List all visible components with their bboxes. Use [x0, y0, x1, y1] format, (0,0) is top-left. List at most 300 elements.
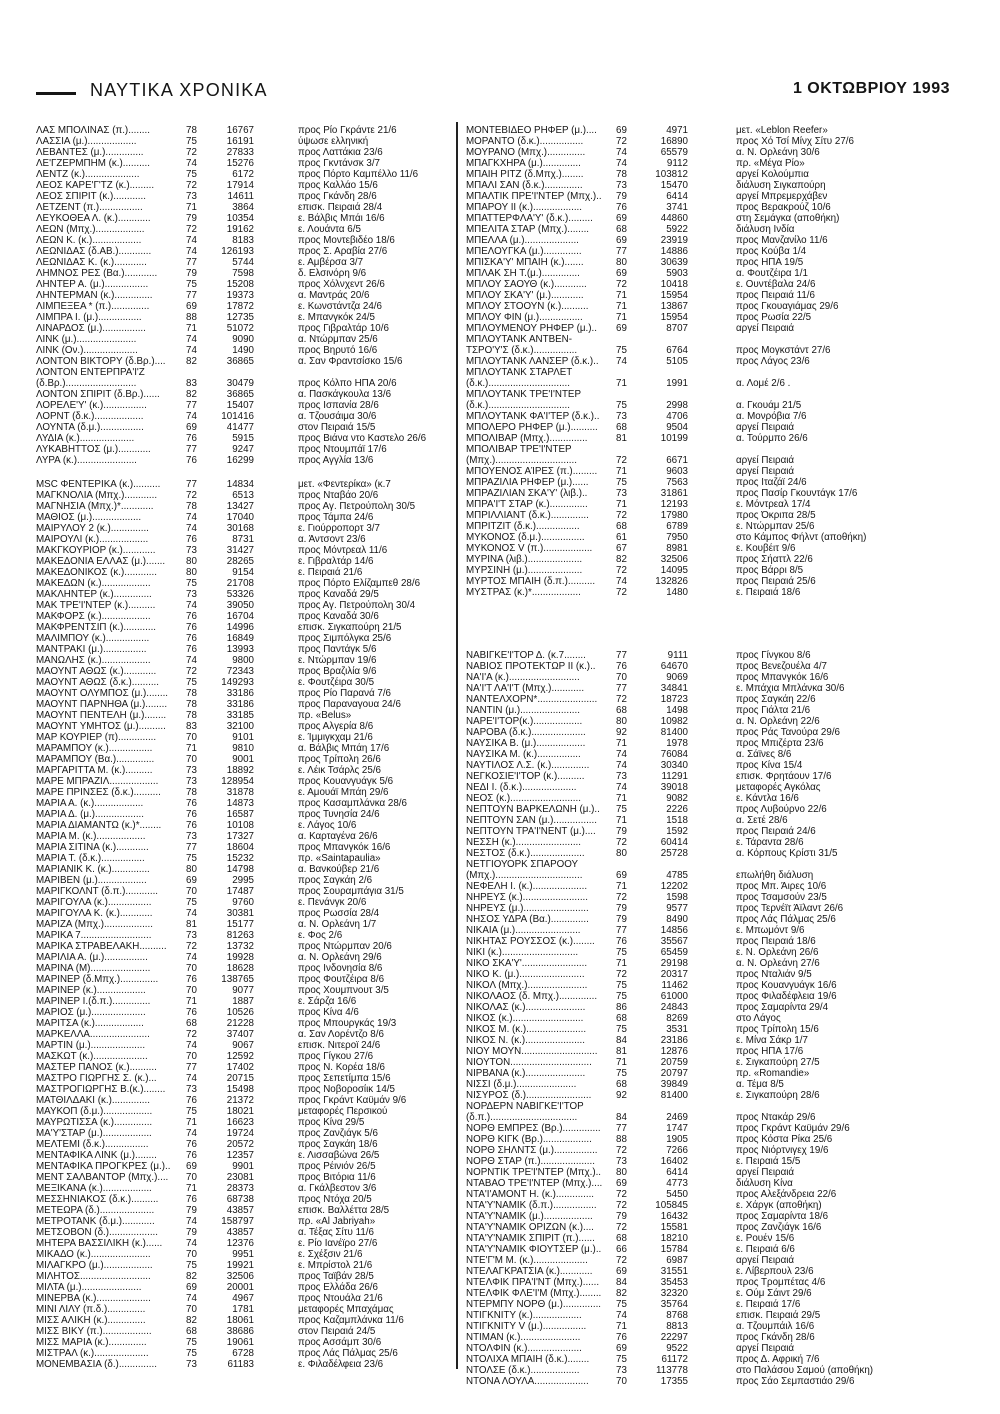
ship-row	[466, 683, 966, 694]
build-year: 80	[616, 1167, 627, 1178]
ship-name: ΜΑΡΙΑΝΙΚ Κ. (κ.)..............	[36, 864, 150, 875]
ship-row	[36, 831, 448, 842]
ship-row	[466, 367, 966, 378]
ship-row	[36, 875, 448, 886]
ship-row	[36, 886, 448, 897]
build-year: 77	[186, 479, 197, 490]
ship-name: ΝΤΑ'Υ'ΝΑΜΙΚ ΣΠΙΡΙΤ (π.)......	[466, 1233, 595, 1244]
build-year: 73	[616, 411, 627, 422]
build-year: 69	[186, 1161, 197, 1172]
ship-status: προς Αγ. Πετρούπολη 30/5	[298, 501, 416, 512]
ship-row	[36, 378, 448, 389]
ship-name: ΝΤΟΛΙΧΑ ΜΠΑΙΗ (δ.κ.)........	[466, 1354, 590, 1365]
ship-status: μεταφορές Περσικού	[298, 1106, 388, 1117]
build-year: 80	[186, 567, 197, 578]
ship-row	[466, 1244, 966, 1255]
ship-status: προς Ρίο Παρανά 7/6	[298, 688, 391, 699]
tonnage: 6987	[666, 1255, 688, 1266]
build-year: 76	[186, 798, 197, 809]
tonnage: 8731	[232, 534, 254, 545]
ship-row	[36, 919, 448, 930]
ship-name: ΛΟΝΤΟΝ ΣΠΙΡΙΤ (δ.Βρ.)......	[36, 389, 160, 400]
ship-name: ΜΑΤΘΙΛΔΑΚΙ (κ.)..............	[36, 1095, 150, 1106]
build-year: 71	[616, 793, 627, 804]
ship-status: προς Όκριπα 28/5	[736, 510, 816, 521]
ship-status: προς Ταϊβάν 28/5	[298, 1271, 374, 1282]
build-year: 74	[186, 1293, 197, 1304]
ship-row	[36, 125, 448, 136]
ship-status: πρ. «Μέγα Ρίο»	[736, 158, 805, 169]
ship-status: α. Γκάλβεστον 3/6	[298, 1183, 377, 1194]
ship-row	[36, 1062, 448, 1073]
tonnage: 9901	[232, 1161, 254, 1172]
ship-row	[36, 301, 448, 312]
ship-status: ε. Πειραιά 18/6	[736, 587, 801, 598]
ship-name: ΜΑΥΚΟΠ (δ.μ.)..................	[36, 1106, 153, 1117]
ship-status: α. Ν. Ορλεάνη 27/6	[736, 958, 820, 969]
ship-status: ε. Πειραιά 15/5	[736, 1156, 801, 1167]
ship-row	[36, 1183, 448, 1194]
ship-name: ΝΕΠΤΟΥΝ ΒΑΡΚΕΛΩΝΗ (μ.)..	[466, 804, 600, 815]
build-year: 75	[616, 991, 627, 1002]
tonnage: 64670	[660, 661, 688, 672]
ship-row	[36, 169, 448, 180]
tonnage: 36865	[226, 356, 254, 367]
ship-status: προς Μόντρεαλ 11/6	[298, 545, 388, 556]
tonnage: 68738	[226, 1194, 254, 1205]
build-year: 73	[616, 488, 627, 499]
build-year: 84	[616, 1277, 627, 1288]
ship-row	[466, 837, 966, 848]
ship-name: ΝΗΣΟΣ ΥΔΡΑ (Βα.)..............	[466, 914, 589, 925]
ship-name: ΜΠΡΑ'Ι'Τ ΣΤΑΡ (κ.)..............	[466, 499, 588, 510]
ship-status: ε. Σιγκαπούρη 28/6	[736, 1090, 820, 1101]
tonnage: 51072	[226, 323, 254, 334]
build-year: 74	[186, 334, 197, 345]
tonnage: 36865	[226, 389, 254, 400]
build-year: 82	[616, 1288, 627, 1299]
ship-row	[466, 782, 966, 793]
ship-status: προς Μπ. Άιρες 10/6	[736, 881, 827, 892]
tonnage: 43857	[226, 1227, 254, 1238]
build-year: 74	[186, 1040, 197, 1051]
ship-status: προς Τυνησία 24/6	[298, 809, 380, 820]
ship-row	[466, 433, 966, 444]
ship-name: ΜΟΥΡΑΝΟ (Μπχ.)..............	[466, 147, 586, 158]
ship-status: προς Σεπετίμπα 15/6	[298, 1073, 391, 1084]
ship-row	[466, 1068, 966, 1079]
tonnage: 6764	[666, 345, 688, 356]
build-year: 75	[616, 477, 627, 488]
ship-status: αργεί Πειραιά	[736, 422, 795, 433]
ship-status: προς Κόλπο ΗΠΑ 20/6	[298, 378, 397, 389]
tonnage: 11462	[661, 980, 688, 991]
ship-name: ΜΥΚΟΝΟΣ (δ.μ.)................	[466, 532, 585, 543]
ship-name: ΤΣΡΟ'Υ'Σ (δ.κ.)................	[466, 345, 578, 356]
tonnage: 10982	[660, 716, 688, 727]
ship-status: ε. Μπρίστολ 21/6	[298, 1260, 373, 1271]
ship-status: ε. Βάλβις Μπάι 16/6	[298, 213, 385, 224]
ship-status: προς Ρωσία 22/5	[736, 312, 812, 323]
build-year: 78	[186, 710, 197, 721]
ship-row	[36, 1084, 448, 1095]
tonnage: 1887	[232, 996, 254, 1007]
ship-status: αργεί Πειραιά	[736, 1343, 795, 1354]
build-year: 71	[186, 202, 197, 213]
ship-row	[36, 798, 448, 809]
tonnage: 15954	[660, 290, 688, 301]
ship-row	[466, 672, 966, 683]
ship-name: (δ.Βρ.)..........................	[36, 378, 137, 389]
ship-name: ΜΠΕΛΙΤΑ ΣΤΑΡ (Μπχ.)........	[466, 224, 590, 235]
ship-row	[36, 611, 448, 622]
ship-status: προς Δ. Αφρική 7/6	[736, 1354, 820, 1365]
ship-name: ΛΟΝΤΟΝ ΕΝΤΕΡΠΡΑ'Ι'Ζ	[36, 367, 145, 378]
ship-row	[466, 510, 966, 521]
build-year: 71	[616, 466, 627, 477]
ship-name: ΜΑΡΙΝΕΡ (δ.Μπχ.)..............	[36, 974, 159, 985]
ship-status: προς Σαμαρίντα 18/6	[736, 1211, 829, 1222]
ship-name: ΜΑΟΥΝΤ ΥΜΗΤΟΣ (μ.)..........	[36, 721, 166, 732]
ship-status: προς Κουανγυάγκ 5/6	[298, 776, 394, 787]
ship-status: προς Παντάγκ 5/6	[298, 644, 377, 655]
build-year: 72	[616, 587, 627, 598]
ship-status: προς Σήαττλ 22/6	[736, 554, 813, 565]
build-year: 79	[186, 213, 197, 224]
ship-status: προς Αγγλία 13/6	[298, 455, 374, 466]
tonnage: 1781	[232, 1304, 254, 1315]
ship-status: ε. Μπωμόντ 9/6	[736, 925, 805, 936]
build-year: 68	[616, 705, 627, 716]
ship-row	[466, 334, 966, 345]
ship-status: ε. Ρίο Ιανέϊρο 27/6	[298, 1238, 378, 1249]
ship-row	[36, 754, 448, 765]
ship-row	[36, 422, 448, 433]
ship-row	[466, 1277, 966, 1288]
ship-row	[36, 1205, 448, 1216]
build-year: 75	[186, 279, 197, 290]
tonnage: 5744	[232, 257, 254, 268]
ship-row	[466, 804, 966, 815]
build-year: 72	[616, 1145, 627, 1156]
ship-name: ΝΙΚΟ ΣΚΑ'Υ'........................	[466, 958, 588, 969]
tonnage: 30479	[226, 378, 254, 389]
ship-name: (Μπχ.)..............................	[466, 455, 577, 466]
ship-name: ΜΑΣΤΡΟΓΙΩΡΓΗΣ Β.(κ.)........	[36, 1084, 166, 1095]
ship-name: ΛΥΔΙΑ (κ.)....................	[36, 433, 135, 444]
ship-row	[466, 771, 966, 782]
ship-row	[36, 567, 448, 578]
tonnage: 14798	[226, 864, 254, 875]
ship-name: ΜΑΓΚΝΟΛΙΑ (Μπχ.)............	[36, 490, 158, 501]
ship-status: προς Καναδά 29/5	[298, 589, 379, 600]
tonnage: 41477	[226, 422, 254, 433]
ship-row	[466, 749, 966, 760]
ship-name: ΜΟΝΤΕΒΙΔΕΟ ΡΗΦΕΡ (μ.)....	[466, 125, 597, 136]
build-year: 69	[616, 323, 627, 334]
ship-name: ΝΑΥΣΙΚΑ Β. (μ.)..................	[466, 738, 586, 749]
ship-status: προς Πειραιά 11/6	[736, 290, 815, 301]
ship-name: ΝΤΟΛΦΙΝ (κ.)....................	[466, 1343, 582, 1354]
ship-row	[466, 1090, 966, 1101]
build-year: 70	[186, 732, 197, 743]
ship-name: ΜΑΡΙΑ Δ. (μ.)..................	[36, 809, 144, 820]
ship-name: ΜΕΞΙΚΑΝΑ (κ.)..................	[36, 1183, 152, 1194]
ship-row	[36, 257, 448, 268]
ship-row	[36, 589, 448, 600]
tonnage: 31878	[226, 787, 254, 798]
build-year: 79	[186, 1205, 197, 1216]
tonnage: 1747	[666, 1123, 688, 1134]
ship-row	[466, 125, 966, 136]
ship-status: ε. Πειραιά 21/6	[298, 567, 363, 578]
ship-status: ε. Αμουάϊ Μπάη 29/6	[298, 787, 389, 798]
ship-row	[36, 545, 448, 556]
ship-status: ε. Ούμ Σάιντ 29/6	[736, 1288, 812, 1299]
ship-name: ΛΕΩΝΙΔΑΣ Κ. (κ.)............	[36, 257, 147, 268]
build-year: 76	[186, 622, 197, 633]
ship-name: ΜΙΚΑΔΟ (κ.)......................	[36, 1249, 151, 1260]
ship-name: ΜΠΛΟΥΤΑΝΚ ΛΑΝΣΕΡ (δ.κ.)..	[466, 356, 599, 367]
tonnage: 61183	[227, 1359, 254, 1370]
ship-row	[466, 147, 966, 158]
tonnage: 8183	[232, 235, 254, 246]
ship-row	[36, 444, 448, 455]
build-year: 75	[616, 1354, 627, 1365]
tonnage: 9090	[232, 334, 254, 345]
tonnage: 12735	[226, 312, 254, 323]
ship-row	[466, 1266, 966, 1277]
ship-name: ΛΕ'ΓΖΕΡΜΠΗΜ (κ.)..........	[36, 158, 150, 169]
build-year: 71	[186, 996, 197, 1007]
ship-status: προς Σαμαρίντα 29/4	[736, 1002, 829, 1013]
build-year: 75	[186, 1348, 197, 1359]
build-year: 68	[616, 422, 627, 433]
ship-name: ΜΠΛΟΥ ΣΑΟΥΘ (κ.)............	[466, 279, 587, 290]
ship-status: προς Ντουμπάϊ 17/6	[298, 444, 387, 455]
ship-row	[466, 1189, 966, 1200]
tonnage: 10526	[226, 1007, 254, 1018]
tonnage: 6172	[232, 169, 254, 180]
ship-row	[36, 853, 448, 864]
ship-name: ΜΙΝΕΡΒΑ (κ.)....................	[36, 1293, 151, 1304]
build-year: 75	[616, 804, 627, 815]
ship-row	[36, 677, 448, 688]
ship-row	[36, 1271, 448, 1282]
ship-status: ε. Κωνστάντζα 24/6	[298, 301, 382, 312]
ship-row	[466, 180, 966, 191]
tonnage: 23081	[226, 1172, 254, 1183]
ship-status: προς Πασίρ Γκουντάγκ 17/6	[736, 488, 858, 499]
ship-name: ΜΕΤΣΟΒΟΝ (δ.)..................	[36, 1227, 159, 1238]
ship-status: πρ. «Saintapaulia»	[298, 853, 381, 864]
ship-name: ΜΑΟΥΝΤ ΑΘΩΣ (δ.κ.)..........	[36, 677, 159, 688]
ship-name: ΛΕΟΣ ΣΠΙΡΙΤ (κ.)............	[36, 191, 146, 202]
tonnage: 23919	[660, 235, 688, 246]
build-year: 72	[616, 837, 627, 848]
tonnage: 19724	[226, 1128, 254, 1139]
tonnage: 16432	[660, 1211, 688, 1222]
ship-row	[36, 1007, 448, 1018]
ship-name: ΜΑΡΙΓΟΥΛΑ (κ.)................	[36, 897, 152, 908]
build-year: 74	[616, 576, 627, 587]
build-year: 74	[186, 600, 197, 611]
tonnage: 1518	[666, 815, 688, 826]
build-year: 78	[616, 169, 627, 180]
ship-status: προς Τσαμσούν 23/5	[736, 892, 827, 903]
ship-row	[466, 268, 966, 279]
ship-status: προς Αλγερία 8/6	[298, 721, 374, 732]
tonnage: 15784	[660, 1244, 688, 1255]
build-year: 71	[616, 301, 627, 312]
tonnage: 17914	[226, 180, 254, 191]
ship-status: ε. Φος 2/6	[298, 930, 343, 941]
build-year: 73	[616, 1156, 627, 1167]
build-year: 74	[186, 512, 197, 523]
ship-row	[36, 644, 448, 655]
tonnage: 30381	[226, 908, 254, 919]
ship-row	[466, 521, 966, 532]
tonnage: 24843	[660, 1002, 688, 1013]
build-year: 73	[186, 545, 197, 556]
tonnage: 138765	[221, 974, 254, 985]
ship-status: α. Σαν Λορέντζο 8/6	[298, 1029, 384, 1040]
ship-name: ΜΑΡΤΙΝ (μ.)....................	[36, 1040, 146, 1051]
build-year: 71	[616, 290, 627, 301]
tonnage: 12193	[660, 499, 688, 510]
ship-status: ε. Λισσαβώνα 26/5	[298, 1150, 380, 1161]
ship-name: ΜΠΛΟΥ ΣΚΑ'Υ' (μ.)............	[466, 290, 584, 301]
build-year: 73	[186, 930, 197, 941]
ship-name: ΜΕΣΣΗΝΙΑΚΟΣ (δ.κ.)..........	[36, 1194, 159, 1205]
tonnage: 11291	[661, 771, 688, 782]
ship-row	[466, 1211, 966, 1222]
ship-status: ε. Ίμμιγκχαμ 21/6	[298, 732, 373, 743]
ship-status: προς Σουραμπάγια 31/5	[298, 886, 404, 897]
build-year: 68	[616, 224, 627, 235]
ship-status: α. Πασκάγκουλα 13/6	[298, 389, 392, 400]
ship-status: μεταφορές Μπαχάμας	[298, 1304, 394, 1315]
ship-name: ΜΕΝΤΑΦΙΚΑ ΛΙΝΚ (μ.)........	[36, 1150, 157, 1161]
ship-row	[466, 661, 966, 672]
ship-status: πρ. «Belus»	[298, 710, 352, 721]
build-year: 72	[616, 565, 627, 576]
ship-name: ΛΟΝΤΟΝ ΒΙΚΤΟΡΥ (δ.Βρ.)....	[36, 356, 166, 367]
ship-status: α. Ντώρμπαν 25/6	[298, 334, 378, 345]
ship-status: αργεί Κολούμπια	[736, 169, 809, 180]
ship-name: ΜΙΣΣ ΜΑΡΙΑ (κ.)..............	[36, 1337, 147, 1348]
build-year: 77	[186, 842, 197, 853]
build-year: 73	[186, 589, 197, 600]
ship-status: προς Σιμπόλγκα 25/6	[298, 633, 392, 644]
build-year: 74	[186, 411, 197, 422]
tonnage: 8490	[666, 914, 688, 925]
tonnage: 16890	[660, 136, 688, 147]
ship-row	[36, 1172, 448, 1183]
build-year: 79	[616, 1211, 627, 1222]
build-year: 74	[616, 158, 627, 169]
build-year: 72	[616, 1189, 627, 1200]
build-year: 72	[616, 510, 627, 521]
tonnage: 3531	[666, 1024, 688, 1035]
ship-row	[466, 925, 966, 936]
tonnage: 17402	[226, 1062, 254, 1073]
build-year: 74	[186, 1073, 197, 1084]
tonnage: 9001	[232, 754, 254, 765]
ship-name: ΝΤΟΝΑ ΛΟΥΛΑ....................	[466, 1376, 589, 1387]
ship-status: α. Τέμα 8/5	[736, 1079, 784, 1090]
build-year: 80	[186, 556, 197, 567]
ship-row	[36, 1293, 448, 1304]
ship-row	[466, 1112, 966, 1123]
tonnage: 17872	[226, 301, 254, 312]
tonnage: 9067	[232, 1040, 254, 1051]
tonnage: 43857	[226, 1205, 254, 1216]
tonnage: 39849	[660, 1079, 688, 1090]
tonnage: 60414	[660, 837, 688, 848]
ship-row	[466, 650, 966, 661]
ship-name: ΜΠΑΛΙ ΣΑΝ (δ.κ.)..............	[466, 180, 583, 191]
section-gap	[466, 598, 966, 611]
ship-row	[36, 743, 448, 754]
ship-row	[36, 1073, 448, 1084]
page-header	[36, 80, 956, 104]
ship-row	[36, 578, 448, 589]
build-year: 77	[186, 444, 197, 455]
ship-name: ΜΠΕΛΛΑ (μ.)....................	[466, 235, 579, 246]
build-year: 79	[616, 191, 627, 202]
ship-row	[36, 334, 448, 345]
tonnage: 9504	[666, 422, 688, 433]
ship-name: ΜΠΟΥΕΝΟΣ ΑΊΡΕΣ (π.).........	[466, 466, 598, 477]
tonnage: 128954	[221, 776, 254, 787]
ship-status: προς Τρομπέτας 4/6	[736, 1277, 826, 1288]
ship-row	[466, 1134, 966, 1145]
ship-name: ΝΑΡΟΒΑ (δ.κ.)....................	[466, 727, 586, 738]
ship-row	[36, 1249, 448, 1260]
ship-status: ε. Αμβέρσα 3/7	[298, 257, 364, 268]
ship-status: α. Ν. Ορλεάνη 30/6	[736, 147, 820, 158]
tonnage: 12357	[226, 1150, 254, 1161]
build-year: 71	[186, 323, 197, 334]
ship-status: προς Ασσάμπ 30/6	[298, 1337, 382, 1348]
tonnage: 32506	[660, 554, 688, 565]
tonnage: 4971	[666, 125, 688, 136]
build-year: 73	[186, 1359, 197, 1370]
ship-name: ΝΙΚΟΣ Ν. (κ.)......................	[466, 1035, 585, 1046]
ship-row	[36, 765, 448, 776]
build-year: 69	[616, 1343, 627, 1354]
build-year: 75	[616, 980, 627, 991]
ship-name: ΜΑΥΡΩΤΙΣΣΑ (κ.)..............	[36, 1117, 153, 1128]
ship-row	[36, 820, 448, 831]
ship-name: ΜΠΙΣΚΑ'Υ' ΜΠΑΙΗ (κ.).......	[466, 257, 584, 268]
ship-row	[466, 848, 966, 859]
tonnage: 32506	[226, 1271, 254, 1282]
tonnage: 81400	[660, 1090, 688, 1101]
ship-row	[36, 897, 448, 908]
build-year: 69	[616, 870, 627, 881]
tonnage: 105845	[655, 1200, 688, 1211]
ship-name: ΜΑΓΝΗΣΙΑ (Μπχ.)*............	[36, 501, 154, 512]
tonnage: 15276	[226, 158, 254, 169]
build-year: 76	[186, 974, 197, 985]
ship-row	[466, 859, 966, 870]
tonnage: 20715	[226, 1073, 254, 1084]
ship-row	[466, 422, 966, 433]
ship-status: ε. Σχέξσιν 21/6	[298, 1249, 363, 1260]
ship-row	[36, 809, 448, 820]
